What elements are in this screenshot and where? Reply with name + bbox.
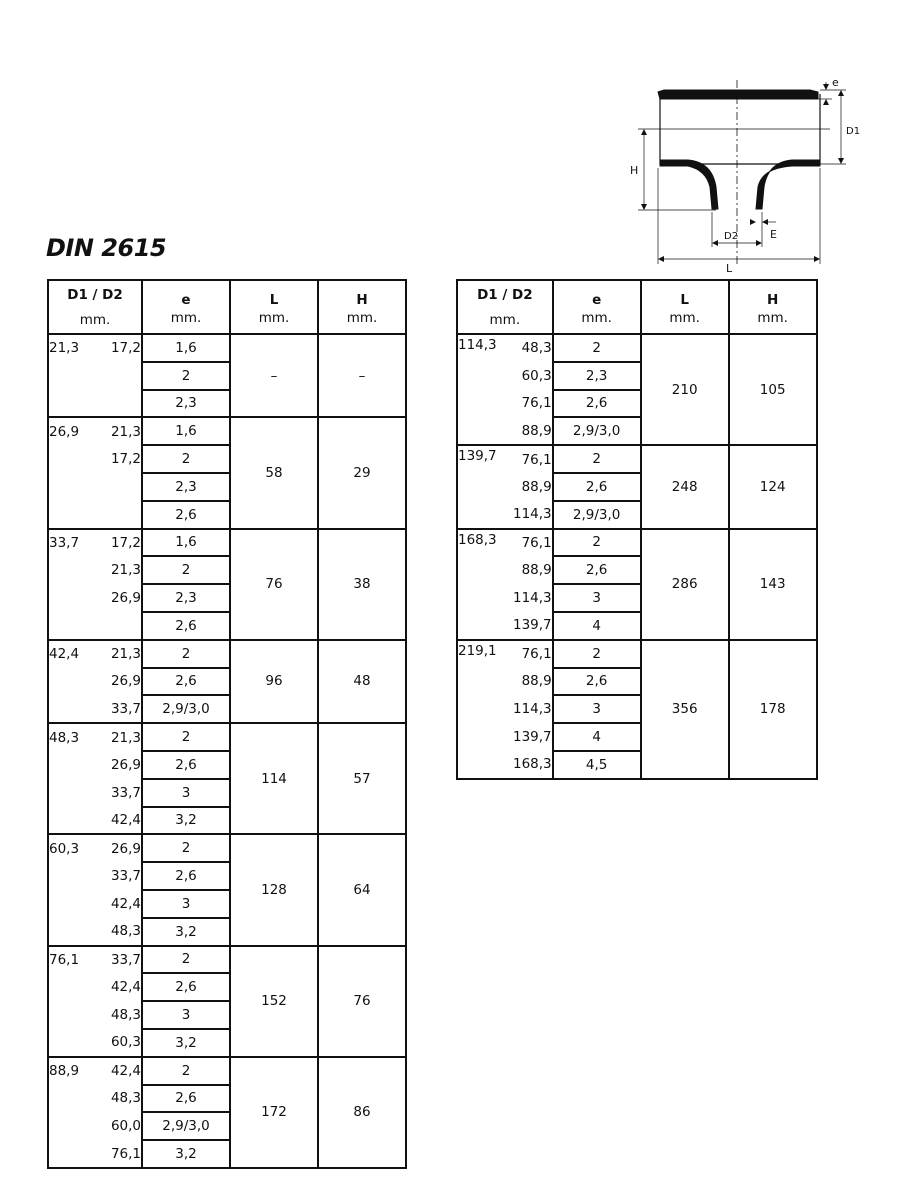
cell-h: 178 (729, 640, 817, 779)
cell-d1 (457, 362, 513, 390)
cell-d2: 21,3 (104, 640, 142, 668)
cell-d1: 21,3 (48, 334, 104, 362)
cell-e: 2 (142, 362, 230, 390)
cell-e: 2 (142, 556, 230, 584)
label-e: e (832, 76, 839, 89)
cell-e: 2,6 (142, 501, 230, 529)
cell-d1 (457, 695, 513, 723)
cell-d1 (457, 668, 513, 696)
dimension-table-left (47, 279, 407, 1169)
cell-e: 4,5 (553, 751, 641, 779)
header-l: L mm. (230, 280, 318, 334)
cell-d2: 33,7 (104, 695, 142, 723)
cell-d1 (457, 556, 513, 584)
table-row (457, 529, 817, 557)
cell-d1: 88,9 (48, 1057, 104, 1085)
table-header-row (48, 280, 406, 334)
cell-e: 3 (142, 1001, 230, 1029)
cell-e: 2,6 (142, 862, 230, 890)
cell-d1 (48, 1001, 104, 1029)
table-row (48, 834, 406, 862)
cell-e: 2,9/3,0 (142, 695, 230, 723)
cell-d1 (48, 556, 104, 584)
cell-e: 2,6 (142, 973, 230, 1001)
cell-e: 2,6 (553, 473, 641, 501)
cell-d2: 76,1 (513, 529, 553, 557)
cell-d2: 17,2 (110, 451, 141, 468)
cell-d1 (48, 918, 104, 946)
cell-d2: 21,3 (104, 723, 142, 751)
cell-e: 2,3 (142, 473, 230, 501)
cell-d2: 48,3 (104, 918, 142, 946)
cell-e: 2 (142, 445, 230, 473)
cell-l: 76 (230, 529, 318, 640)
cell-d1 (457, 417, 513, 445)
cell-d2: 76,1 (513, 640, 553, 668)
cell-d2: 21,3 (110, 562, 141, 579)
cell-d2: 60,3 (521, 367, 552, 384)
cell-e: 2,6 (142, 1085, 230, 1113)
cell-d1: 42,4 (48, 640, 104, 668)
cell-d1 (457, 473, 513, 501)
cell-l: 128 (230, 834, 318, 945)
cell-l: 114 (230, 723, 318, 834)
cell-d1 (457, 390, 513, 418)
cell-d1 (48, 1085, 104, 1113)
cell-d2 (104, 390, 142, 418)
cell-e: 2,3 (142, 584, 230, 612)
header-e: e mm. (553, 280, 641, 334)
table-row (48, 334, 406, 362)
cell-l: 96 (230, 640, 318, 723)
cell-e: 1,6 (142, 334, 230, 362)
cell-h: 105 (729, 334, 817, 445)
cell-e: 3,2 (142, 807, 230, 835)
cell-d2: 21,3 (104, 417, 142, 445)
cell-d2: 88,9 (521, 478, 552, 495)
cell-e: 2,6 (553, 390, 641, 418)
cell-d2: 42,4 (104, 807, 142, 835)
cell-e: 3 (553, 584, 641, 612)
cell-d2: 76,1 (104, 1140, 142, 1168)
cell-e: 1,6 (142, 417, 230, 445)
cell-e: 2,3 (142, 390, 230, 418)
tee-branch-right-wall (756, 160, 820, 209)
cell-d1 (48, 584, 104, 612)
cell-e: 4 (553, 723, 641, 751)
label-h: H (630, 164, 639, 177)
header-d1-d2: D1 / D2 mm. (457, 280, 553, 334)
cell-d2: 26,9 (104, 834, 142, 862)
cell-d2: 48,3 (110, 1007, 141, 1024)
cell-h: 29 (318, 417, 406, 528)
cell-h: 48 (318, 640, 406, 723)
cell-d2: 17,2 (104, 334, 142, 362)
cell-l: – (230, 334, 318, 417)
cell-e: 2 (142, 723, 230, 751)
cell-d1 (48, 668, 104, 696)
cell-d1 (48, 473, 104, 501)
cell-d2: 139,7 (513, 612, 553, 640)
cell-d2: 76,1 (521, 395, 552, 412)
cell-e: 3 (553, 695, 641, 723)
cell-e: 3,2 (142, 918, 230, 946)
table-row (457, 445, 817, 473)
cell-d1: 26,9 (48, 417, 104, 445)
cell-e: 2 (142, 946, 230, 974)
cell-d1 (48, 445, 104, 473)
cell-d2: 88,9 (521, 562, 552, 579)
cell-d2: 26,9 (110, 590, 141, 607)
header-e: e mm. (142, 280, 230, 334)
cell-e: 2 (553, 445, 641, 473)
cell-d1 (48, 1112, 104, 1140)
cell-d1 (48, 390, 104, 418)
cell-d2: 17,2 (104, 529, 142, 557)
cell-e: 3,2 (142, 1029, 230, 1057)
cell-d2 (104, 473, 142, 501)
cell-d1 (48, 751, 104, 779)
header-h: H mm. (729, 280, 817, 334)
cell-d2 (104, 362, 142, 390)
cell-d2: 168,3 (513, 751, 553, 779)
cell-e: 2,6 (142, 751, 230, 779)
cell-l: 172 (230, 1057, 318, 1168)
cell-h: 86 (318, 1057, 406, 1168)
cell-d1: 219,1 (457, 640, 513, 668)
dimension-table-right (456, 279, 818, 780)
cell-d1 (48, 1140, 104, 1168)
cell-d1 (457, 584, 513, 612)
cell-d2: 88,9 (513, 417, 553, 445)
cell-d1 (48, 1029, 104, 1057)
cell-l: 286 (641, 529, 729, 640)
cell-d2: 139,7 (513, 729, 552, 746)
cell-e: 2,6 (553, 668, 641, 696)
cell-d2: 48,3 (513, 334, 553, 362)
cell-e: 4 (553, 612, 641, 640)
table-row (48, 417, 406, 445)
cell-e: 2,6 (142, 668, 230, 696)
cell-e: 2,6 (553, 556, 641, 584)
label-e-cap: E (770, 228, 777, 241)
table-row (48, 1057, 406, 1085)
table-row (48, 946, 406, 974)
cell-h: 57 (318, 723, 406, 834)
cell-d1 (48, 807, 104, 835)
header-l: L mm. (641, 280, 729, 334)
cell-d1: 168,3 (457, 529, 513, 557)
cell-d2: 33,7 (110, 868, 141, 885)
table-row (48, 723, 406, 751)
cell-d1: 76,1 (48, 946, 104, 974)
cell-d1 (48, 973, 104, 1001)
cell-d2: 42,4 (104, 1057, 142, 1085)
cell-d1 (48, 779, 104, 807)
cell-l: 248 (641, 445, 729, 528)
cell-d2 (104, 612, 142, 640)
cell-e: 2,9/3,0 (142, 1112, 230, 1140)
cell-d2: 114,3 (513, 590, 552, 607)
cell-h: – (318, 334, 406, 417)
label-d2: D2 (724, 231, 739, 242)
cell-h: 124 (729, 445, 817, 528)
cell-d1 (48, 695, 104, 723)
cell-d1 (48, 612, 104, 640)
header-h: H mm. (318, 280, 406, 334)
cell-d1 (457, 501, 513, 529)
cell-h: 38 (318, 529, 406, 640)
cell-d1 (457, 612, 513, 640)
cell-d2: 48,3 (110, 1090, 141, 1107)
header-d1-d2: D1 / D2 mm. (48, 280, 142, 334)
cell-d2: 60,0 (110, 1118, 141, 1135)
cell-e: 2 (553, 640, 641, 668)
cell-e: 2 (142, 834, 230, 862)
cell-d1 (48, 501, 104, 529)
cell-d1 (457, 751, 513, 779)
cell-e: 2 (553, 529, 641, 557)
tee-top-wall (658, 90, 818, 99)
cell-d1 (48, 890, 104, 918)
cell-h: 76 (318, 946, 406, 1057)
cell-e: 3,2 (142, 1140, 230, 1168)
cell-d2: 114,3 (513, 701, 552, 718)
cell-d2: 88,9 (521, 673, 552, 690)
label-d1: D1 (846, 126, 861, 137)
cell-l: 356 (641, 640, 729, 779)
cell-d2: 26,9 (110, 673, 141, 690)
cell-d2: 26,9 (110, 756, 141, 773)
cell-d1: 48,3 (48, 723, 104, 751)
cell-d2: 42,4 (110, 895, 141, 912)
cell-d2: 33,7 (110, 784, 141, 801)
cell-d2 (104, 501, 142, 529)
cell-d1: 33,7 (48, 529, 104, 557)
table-header-row (457, 280, 817, 334)
cell-l: 152 (230, 946, 318, 1057)
cell-d2: 42,4 (110, 979, 141, 996)
cell-e: 3 (142, 890, 230, 918)
cell-l: 58 (230, 417, 318, 528)
cell-l: 210 (641, 334, 729, 445)
tee-fitting-diagram (620, 72, 870, 277)
table-row (48, 529, 406, 557)
cell-e: 2,9/3,0 (553, 501, 641, 529)
cell-d2: 114,3 (513, 501, 553, 529)
cell-d1 (48, 362, 104, 390)
cell-d1 (457, 723, 513, 751)
page-title: DIN 2615 (46, 234, 167, 262)
cell-e: 2,6 (142, 612, 230, 640)
cell-e: 1,6 (142, 529, 230, 557)
cell-d1 (48, 862, 104, 890)
cell-h: 64 (318, 834, 406, 945)
cell-d2: 76,1 (513, 445, 553, 473)
cell-e: 2 (142, 1057, 230, 1085)
cell-d1: 60,3 (48, 834, 104, 862)
cell-d1: 114,3 (457, 334, 513, 362)
cell-d2: 33,7 (104, 946, 142, 974)
table-row (48, 640, 406, 668)
label-l: L (726, 262, 733, 275)
tee-branch-left-wall (660, 160, 718, 209)
cell-e: 2,3 (553, 362, 641, 390)
table-row (457, 334, 817, 362)
table-row (457, 640, 817, 668)
cell-d2: 60,3 (104, 1029, 142, 1057)
cell-h: 143 (729, 529, 817, 640)
cell-e: 2,9/3,0 (553, 417, 641, 445)
cell-d1: 139,7 (457, 445, 513, 473)
cell-e: 2 (142, 640, 230, 668)
cell-e: 3 (142, 779, 230, 807)
cell-e: 2 (553, 334, 641, 362)
